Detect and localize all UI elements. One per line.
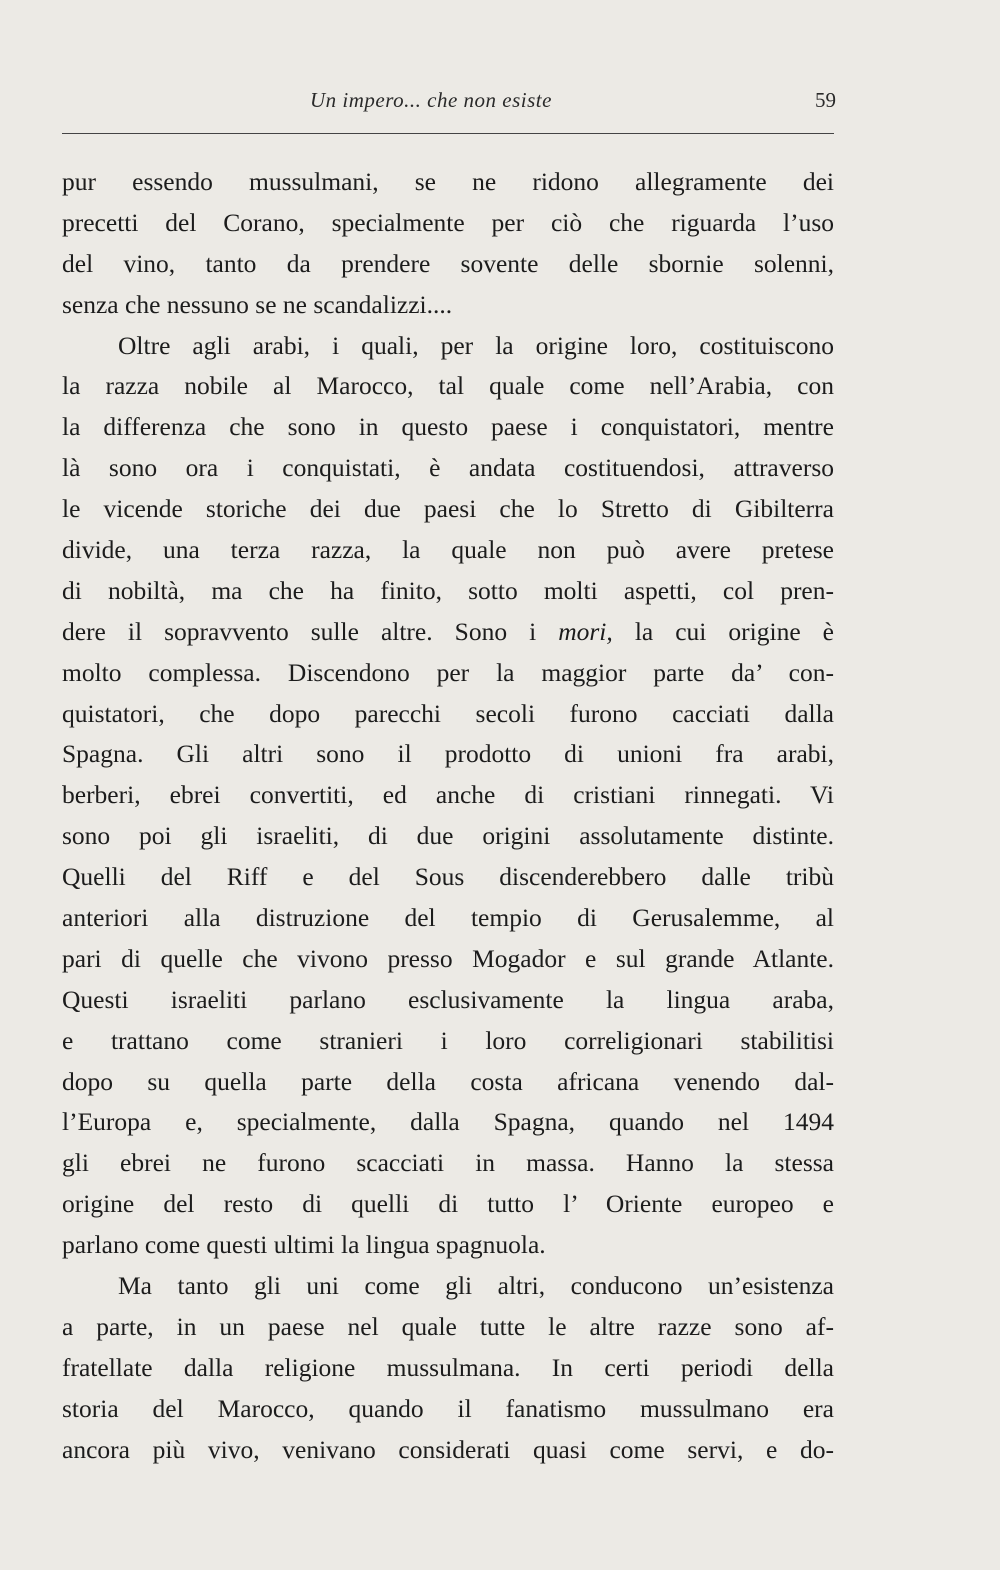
text-line: fratellate dalla religione mussulmana. In certi periodi della — [62, 1352, 834, 1382]
text-line: le vicende storiche dei due paesi che lo Stretto di Gibilterra — [62, 494, 834, 524]
text-line: pari di quelle che vivono presso Mogador e sul grande Atlante. — [62, 943, 834, 973]
running-title: Un impero... che non esiste — [310, 88, 552, 112]
text-line: la differenza che sono in questo paese i conquistatori, mentre — [62, 412, 834, 442]
text-line: quistatori, che dopo parecchi secoli furono cacciati dalla — [62, 698, 834, 728]
text-line: dopo su quella parte della costa africana venendo dal- — [62, 1066, 834, 1096]
text-line: anteriori alla distruzione del tempio di Gerusalemme, al — [62, 903, 834, 933]
text-line: gli ebrei ne furono scacciati in massa. Hanno la stessa — [62, 1148, 834, 1178]
text-line: senza che nessuno se ne scandalizzi.... — [62, 289, 453, 319]
text-line: di nobiltà, ma che ha finito, sotto molti aspetti, col pren- — [62, 575, 834, 605]
text-line: molto complessa. Discendono per la maggior parte da’ con- — [62, 657, 834, 687]
text-line: a parte, in un paese nel quale tutte le altre razze sono af- — [62, 1311, 834, 1341]
text-line: l’Europa e, specialmente, dalla Spagna, quando nel 1494 — [62, 1107, 834, 1137]
text-line: Spagna. Gli altri sono il prodotto di unioni fra arabi, — [62, 739, 834, 769]
text-line: storia del Marocco, quando il fanatismo mussulmano era — [62, 1393, 834, 1423]
text-line: origine del resto di quelli di tutto l’ Oriente europeo e — [62, 1189, 834, 1219]
text-segment: dere il sopravvento sulle altre. Sono i — [62, 616, 537, 646]
text-line: e trattano come stranieri i loro correligionari stabilitisi — [62, 1025, 834, 1055]
body-text — [62, 162, 834, 1471]
text-line: là sono ora i conquistati, è andata costituendosi, attraverso — [62, 453, 834, 483]
text-line: ancora più vivo, venivano considerati quasi come servi, e do- — [62, 1434, 834, 1464]
text-line: Ma tanto gli uni come gli altri, conducono un’esistenza — [118, 1271, 834, 1301]
italic-word: mori, — [558, 616, 613, 646]
text-line: berberi, ebrei convertiti, ed anche di cristiani rinnegati. Vi — [62, 780, 834, 810]
text-line: sono poi gli israeliti, di due origini assolutamente distinte. — [62, 821, 834, 851]
text-line: precetti del Corano, specialmente per ciò che riguarda l’uso — [62, 207, 834, 237]
text-line: Quelli del Riff e del Sous discenderebbero dalle tribù — [62, 862, 834, 892]
running-header — [62, 84, 838, 124]
text-line: parlano come questi ultimi la lingua spagnuola. — [62, 1230, 546, 1260]
text-segment: la cui origine è — [634, 616, 834, 646]
page-number: 59 — [815, 88, 836, 112]
text-line-mixed — [62, 612, 834, 653]
text-line: del vino, tanto da prendere sovente delle sbornie solenni, — [62, 248, 834, 278]
text-line: Questi israeliti parlano esclusivamente la lingua araba, — [62, 984, 834, 1014]
text-line: la razza nobile al Marocco, tal quale come nell’Arabia, con — [62, 371, 834, 401]
header-rule — [62, 133, 834, 134]
text-line: divide, una terza razza, la quale non può avere pretese — [62, 535, 834, 565]
text-line: Oltre agli arabi, i quali, per la origine loro, costituiscono — [118, 330, 834, 360]
text-line: pur essendo mussulmani, se ne ridono allegramente dei — [62, 167, 834, 196]
